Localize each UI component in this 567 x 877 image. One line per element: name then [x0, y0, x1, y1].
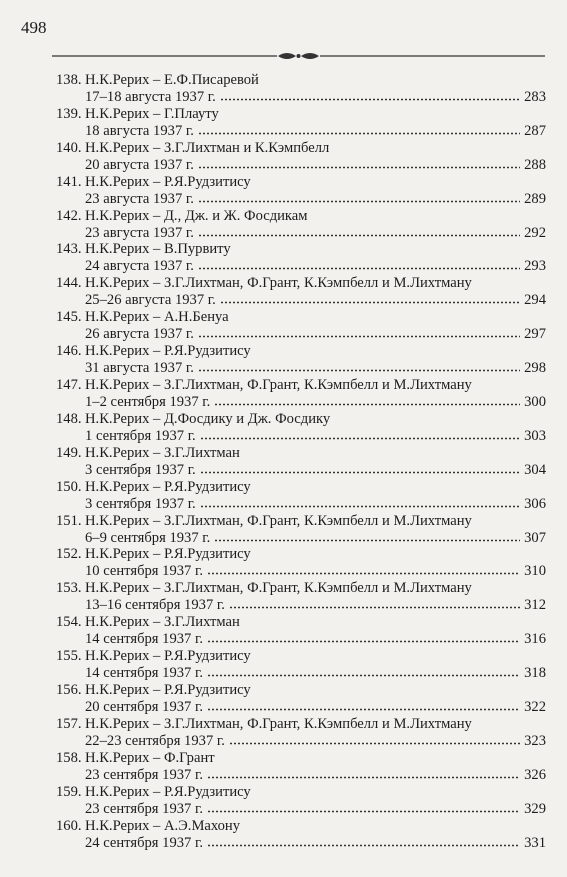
- toc-entry: [56, 682, 546, 716]
- entry-title: Н.К.Рерих – Р.Я.Рудзитису: [85, 682, 251, 699]
- toc-entry: [56, 140, 546, 174]
- toc-entry: [56, 784, 546, 818]
- entry-date: 10 сентября 1937 г.: [85, 563, 203, 580]
- toc-entry: [56, 750, 546, 784]
- ornamental-divider: [52, 55, 545, 57]
- entry-title: Н.К.Рерих – Р.Я.Рудзитису: [85, 173, 251, 190]
- entry-date: 14 сентября 1937 г.: [85, 631, 203, 648]
- dot-leader: [198, 157, 520, 169]
- entry-title: Н.К.Рерих – З.Г.Лихтман: [85, 614, 240, 631]
- entry-title: Н.К.Рерих – А.Э.Махону: [85, 817, 241, 834]
- entry-page: 297: [524, 326, 546, 343]
- entry-heading: [56, 479, 251, 496]
- entry-page: 293: [524, 258, 546, 275]
- toc-entry: [56, 241, 546, 275]
- toc-entry: [56, 716, 546, 750]
- table-of-contents: [56, 72, 546, 851]
- entry-date-line: [85, 733, 546, 750]
- entry-date-line: [85, 123, 546, 140]
- entry-date-line: [85, 462, 546, 479]
- entry-date-line: [85, 394, 546, 411]
- entry-page: 303: [524, 427, 546, 444]
- dot-leader: [214, 394, 520, 406]
- dot-leader: [229, 597, 520, 609]
- toc-entry: [56, 275, 546, 309]
- entry-page: 318: [524, 665, 546, 682]
- entry-number: 152.: [56, 546, 82, 563]
- entry-heading: [56, 750, 215, 767]
- entry-number: 144.: [56, 275, 82, 292]
- entry-page: 289: [524, 190, 546, 207]
- entry-date: 23 августа 1937 г.: [85, 224, 194, 241]
- toc-entry: [56, 648, 546, 682]
- entry-date: 17–18 августа 1937 г.: [85, 89, 216, 105]
- entry-date: 1 сентября 1937 г.: [85, 427, 196, 444]
- entry-heading: [56, 377, 472, 394]
- entry-page: 323: [524, 732, 546, 749]
- dot-leader: [207, 699, 520, 711]
- toc-entry: [56, 513, 546, 547]
- ornament-icon: [52, 52, 545, 60]
- entry-page: 331: [524, 834, 546, 851]
- entry-page: 287: [524, 122, 546, 139]
- dot-leader: [198, 258, 520, 270]
- toc-entry: [56, 377, 546, 411]
- toc-entry: [56, 72, 546, 106]
- entry-date-line: [85, 326, 546, 343]
- entry-date-line: [85, 801, 546, 818]
- entry-date: 6–9 сентября 1937 г.: [85, 529, 211, 546]
- entry-number: 150.: [56, 478, 82, 495]
- entry-date: 23 сентября 1937 г.: [85, 800, 203, 817]
- entry-date-line: [85, 89, 546, 106]
- entry-number: 160.: [56, 817, 82, 834]
- dot-leader: [200, 428, 520, 440]
- dot-leader: [198, 326, 520, 338]
- entry-date: 20 сентября 1937 г.: [85, 699, 203, 716]
- entry-title: Н.К.Рерих – Ф.Грант: [85, 749, 215, 766]
- entry-heading: [56, 818, 240, 835]
- entry-number: 151.: [56, 512, 82, 529]
- dot-leader: [207, 767, 520, 779]
- toc-entry: [56, 411, 546, 445]
- dot-leader: [207, 631, 520, 643]
- entry-title: Н.К.Рерих – Р.Я.Рудзитису: [85, 343, 251, 360]
- entry-date: 18 августа 1937 г.: [85, 122, 194, 139]
- entry-number: 147.: [56, 377, 82, 394]
- entry-title: Н.К.Рерих – В.Пурвиту: [85, 241, 231, 258]
- entry-heading: [56, 411, 330, 428]
- entry-heading: [56, 716, 472, 733]
- dot-leader: [214, 530, 520, 542]
- entry-page: 306: [524, 495, 546, 512]
- entry-number: 159.: [56, 783, 82, 800]
- dot-leader: [198, 123, 520, 135]
- entry-page: 288: [524, 156, 546, 173]
- entry-date: 25–26 августа 1937 г.: [85, 292, 216, 309]
- entry-heading: [56, 648, 251, 665]
- entry-number: 156.: [56, 682, 82, 699]
- toc-entry: [56, 614, 546, 648]
- entry-page: 329: [524, 800, 546, 817]
- dot-leader: [200, 462, 520, 474]
- entry-title: Н.К.Рерих – Р.Я.Рудзитису: [85, 648, 251, 665]
- entry-title: Н.К.Рерих – З.Г.Лихтман, Ф.Грант, К.Кэмпбелл и М.Лихтману: [85, 580, 472, 597]
- entry-date: 26 августа 1937 г.: [85, 326, 194, 343]
- entry-heading: [56, 72, 259, 89]
- entry-title: Н.К.Рерих – З.Г.Лихтман: [85, 444, 240, 461]
- entry-title: Н.К.Рерих – Р.Я.Рудзитису: [85, 783, 251, 800]
- entry-date-line: [85, 157, 546, 174]
- entry-date: 22–23 сентября 1937 г.: [85, 732, 225, 749]
- dot-leader: [207, 801, 520, 813]
- entry-heading: [56, 106, 219, 123]
- entry-date-line: [85, 360, 546, 377]
- entry-date-line: [85, 835, 546, 852]
- entry-date: 3 сентября 1937 г.: [85, 461, 196, 478]
- entry-page: 294: [524, 292, 546, 309]
- entry-date-line: [85, 496, 546, 513]
- entry-number: 148.: [56, 410, 82, 427]
- entry-date: 3 сентября 1937 г.: [85, 495, 196, 512]
- entry-heading: [56, 614, 240, 631]
- dot-leader: [200, 496, 520, 508]
- entry-date: 24 сентября 1937 г.: [85, 834, 203, 851]
- entry-heading: [56, 784, 251, 801]
- toc-entry: [56, 106, 546, 140]
- entry-heading: [56, 140, 329, 157]
- entry-page: 298: [524, 360, 546, 377]
- entry-number: 157.: [56, 715, 82, 732]
- entry-title: Н.К.Рерих – З.Г.Лихтман, Ф.Грант, К.Кэмпбелл и М.Лихтману: [85, 715, 472, 732]
- entry-page: 312: [524, 597, 546, 614]
- dot-leader: [220, 292, 520, 304]
- entry-title: Н.К.Рерих – З.Г.Лихтман, Ф.Грант, К.Кэмпбелл и М.Лихтману: [85, 377, 472, 394]
- dot-leader: [229, 733, 520, 745]
- dot-leader: [220, 89, 520, 101]
- entry-date-line: [85, 428, 546, 445]
- entry-date: 23 августа 1937 г.: [85, 190, 194, 207]
- entry-number: 145.: [56, 309, 82, 326]
- entry-page: 316: [524, 631, 546, 648]
- toc-entry: [56, 546, 546, 580]
- entry-page: 300: [524, 394, 546, 411]
- entry-title: Н.К.Рерих – З.Г.Лихтман, Ф.Грант, К.Кэмпбелл и М.Лихтману: [85, 512, 472, 529]
- entry-number: 140.: [56, 139, 82, 156]
- entry-heading: [56, 546, 251, 563]
- entry-date-line: [85, 563, 546, 580]
- entry-heading: [56, 309, 229, 326]
- entry-title: Н.К.Рерих – З.Г.Лихтман и К.Кэмпбелл: [85, 139, 330, 156]
- entry-date: 13–16 сентября 1937 г.: [85, 597, 225, 614]
- toc-entry: [56, 818, 546, 852]
- entry-heading: [56, 682, 251, 699]
- entry-page: 292: [524, 224, 546, 241]
- entry-number: 154.: [56, 614, 82, 631]
- entry-heading: [56, 343, 251, 360]
- entry-heading: [56, 513, 472, 530]
- entry-heading: [56, 208, 308, 225]
- entry-date-line: [85, 597, 546, 614]
- entry-date-line: [85, 191, 546, 208]
- entry-date: 23 сентября 1937 г.: [85, 766, 203, 783]
- toc-entry: [56, 479, 546, 513]
- entry-date-line: [85, 225, 546, 242]
- toc-entry: [56, 174, 546, 208]
- entry-date-line: [85, 530, 546, 547]
- entry-title: Н.К.Рерих – Д.Фосдику и Дж. Фосдику: [85, 410, 331, 427]
- entry-page: 326: [524, 766, 546, 783]
- entry-date: 24 августа 1937 г.: [85, 258, 194, 275]
- entry-date-line: [85, 631, 546, 648]
- entry-title: Н.К.Рерих – З.Г.Лихтман, Ф.Грант, К.Кэмпбелл и М.Лихтману: [85, 275, 472, 292]
- entry-number: 146.: [56, 343, 82, 360]
- entry-date: 1–2 сентября 1937 г.: [85, 394, 211, 411]
- entry-title: Н.К.Рерих – А.Н.Бенуа: [85, 309, 229, 326]
- entry-heading: [56, 174, 251, 191]
- entry-title: Н.К.Рерих – Г.Плауту: [85, 105, 219, 122]
- dot-leader: [198, 225, 520, 237]
- entry-title: Н.К.Рерих – Р.Я.Рудзитису: [85, 478, 251, 495]
- toc-entry: [56, 445, 546, 479]
- entry-page: 322: [524, 699, 546, 716]
- dot-leader: [207, 665, 520, 677]
- toc-entry: [56, 309, 546, 343]
- entry-number: 143.: [56, 241, 82, 258]
- entry-date-line: [85, 767, 546, 784]
- entry-heading: [56, 580, 472, 597]
- entry-date: 31 августа 1937 г.: [85, 360, 194, 377]
- toc-entry: [56, 343, 546, 377]
- toc-entry: [56, 208, 546, 242]
- entry-date: 20 августа 1937 г.: [85, 156, 194, 173]
- page-number: 498: [21, 18, 47, 37]
- entry-heading: [56, 275, 472, 292]
- dot-leader: [207, 563, 520, 575]
- entry-number: 142.: [56, 207, 82, 224]
- entry-number: 149.: [56, 444, 82, 461]
- entry-number: 141.: [56, 173, 82, 190]
- entry-date-line: [85, 665, 546, 682]
- entry-heading: [56, 241, 231, 258]
- dot-leader: [198, 191, 520, 203]
- toc-entry: [56, 580, 546, 614]
- entry-page: 304: [524, 461, 546, 478]
- entry-number: 139.: [56, 105, 82, 122]
- entry-date-line: [85, 258, 546, 275]
- entry-title: Н.К.Рерих – Е.Ф.Писаревой: [85, 72, 259, 88]
- entry-title: Н.К.Рерих – Р.Я.Рудзитису: [85, 546, 251, 563]
- entry-page: 307: [524, 529, 546, 546]
- dot-leader: [207, 835, 520, 847]
- entry-page: 310: [524, 563, 546, 580]
- entry-title: Н.К.Рерих – Д., Дж. и Ж. Фосдикам: [85, 207, 308, 224]
- dot-leader: [198, 360, 520, 372]
- entry-number: 138.: [56, 72, 82, 88]
- entry-date: 14 сентября 1937 г.: [85, 665, 203, 682]
- entry-date-line: [85, 292, 546, 309]
- entry-number: 153.: [56, 580, 82, 597]
- entry-number: 155.: [56, 648, 82, 665]
- entry-date-line: [85, 699, 546, 716]
- entry-number: 158.: [56, 749, 82, 766]
- entry-page: 283: [524, 89, 546, 105]
- entry-heading: [56, 445, 240, 462]
